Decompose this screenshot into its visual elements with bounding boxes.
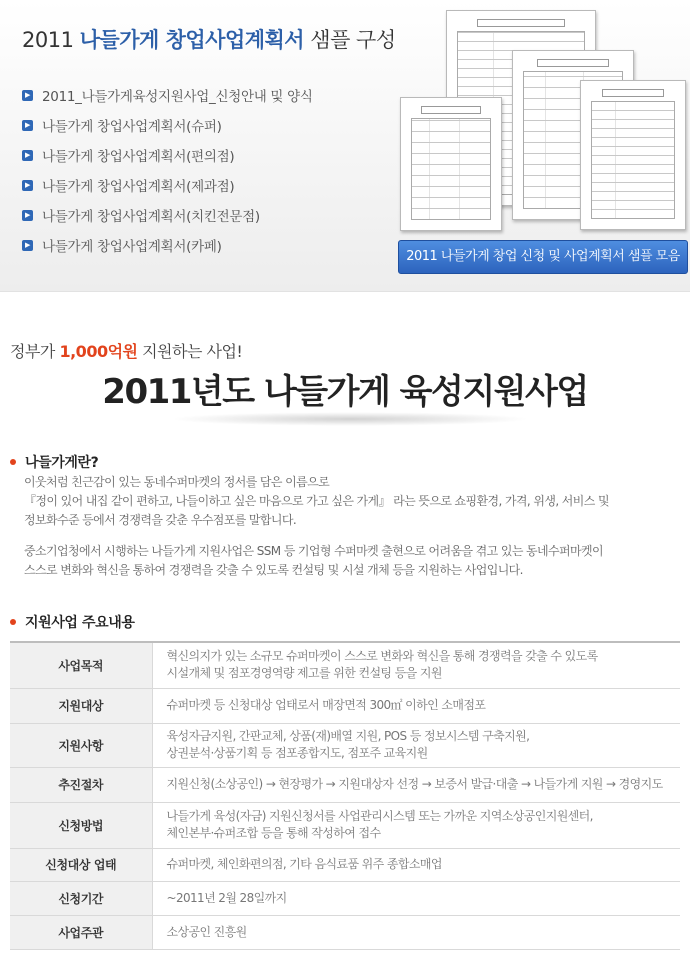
row-value-line: 슈퍼마켓 등 신청대상 업태로서 매장면적 300㎡ 이하인 소매점포 (166, 698, 486, 712)
document-thumbnail-title (477, 19, 566, 27)
row-value-line: 소상공인 진흥원 (166, 924, 247, 939)
row-value (152, 767, 680, 802)
document-thumbnail-title (421, 106, 481, 114)
document-thumbnail-grid (411, 118, 491, 220)
row-value (152, 915, 680, 949)
row-value-line: 체인본부·슈퍼조합 등을 통해 작성하여 접수 (166, 826, 381, 840)
sample-link[interactable] (22, 140, 313, 170)
row-label: 사업주관 (10, 915, 152, 949)
sample-link[interactable] (22, 80, 313, 110)
sample-title-highlight: 나들가게 창업사업계획서 (79, 28, 305, 52)
lead-text (10, 339, 242, 362)
row-label: 사업목적 (10, 642, 152, 688)
row-value (152, 881, 680, 915)
table-row (10, 881, 680, 915)
document-thumbnail-title (537, 59, 609, 67)
about-heading (10, 452, 98, 472)
sample-link-label: 나들가게 창업사업계획서(편의점) (42, 149, 235, 165)
chevron-right-icon: ▶ (22, 150, 33, 161)
row-value (152, 688, 680, 723)
sample-link-list (22, 80, 313, 260)
row-value (152, 723, 680, 767)
document-thumbnail (400, 97, 502, 231)
dot-icon (10, 619, 16, 625)
sample-link[interactable] (22, 110, 313, 140)
sample-title (22, 24, 396, 54)
about-heading-label: 나들가게란? (25, 455, 99, 471)
support-heading (10, 612, 134, 632)
sample-collection-button[interactable]: 2011 나들가게 창업 신청 및 사업계획서 샘플 모음 (398, 240, 688, 274)
about-line: 이웃처럼 친근감이 있는 동네수퍼마켓의 정서를 담은 이름으로 (24, 475, 330, 489)
table-row (10, 915, 680, 949)
sample-link[interactable] (22, 230, 313, 260)
document-thumbnail-title (602, 89, 664, 97)
sample-title-prefix: 2011 (22, 28, 74, 52)
row-value-line: 나들가게 육성(자금) 지원신청서를 사업관리시스템 또는 가까운 지역소상공인지원센터, (166, 809, 593, 823)
table-row (10, 848, 680, 881)
sample-link-label: 2011_나들가게육성지원사업_신청안내 및 양식 (42, 89, 313, 105)
about-paragraph-1 (24, 473, 684, 530)
chevron-right-icon: ▶ (22, 120, 33, 131)
chevron-right-icon: ▶ (22, 90, 33, 101)
row-value-line: 지원신청(소상공인) → 현장평가 → 지원대상자 선정 → 보증서 발급·대출 → 나들가게 지원 → 경영지도 (166, 777, 663, 791)
sample-link-label: 나들가게 창업사업계획서(슈퍼) (42, 119, 222, 135)
sample-link[interactable] (22, 200, 313, 230)
support-heading-label: 지원사업 주요내용 (25, 615, 135, 631)
row-value-line: ~2011년 2월 28일까지 (166, 890, 287, 905)
sample-link-label: 나들가게 창업사업계획서(카페) (42, 239, 222, 255)
table-row (10, 723, 680, 767)
lead-prefix: 정부가 (10, 342, 55, 361)
sample-link-label: 나들가게 창업사업계획서(치킨전문점) (42, 209, 260, 225)
row-label: 신청기간 (10, 881, 152, 915)
row-value (152, 642, 680, 688)
document-thumbnail (580, 80, 686, 230)
row-value-line: 육성자금지원, 간판교체, 상품(재)배열 지원, POS 등 정보시스템 구축지원, (166, 729, 530, 743)
page-title: 2011년도 나들가게 육성지원사업 (102, 372, 588, 412)
sample-link[interactable] (22, 170, 313, 200)
row-label: 추진절차 (10, 767, 152, 802)
dot-icon (10, 459, 16, 465)
row-value (152, 802, 680, 848)
about-line: 중소기업청에서 시행하는 나들가게 지원사업은 SSM 등 기업형 수퍼마켓 출현으로 어려움을 겪고 있는 동네수퍼마켓이 (24, 544, 603, 558)
table-row (10, 767, 680, 802)
table-row (10, 802, 680, 848)
chevron-right-icon: ▶ (22, 180, 33, 191)
chevron-right-icon: ▶ (22, 210, 33, 221)
row-value-line: 상권분석·상품기획 등 점포종합지도, 점포주 교육지원 (166, 746, 428, 760)
support-table (10, 641, 680, 950)
title-shadow (170, 412, 530, 426)
document-thumbnail-grid (591, 101, 675, 219)
about-line: 정보화수준 등에서 경쟁력을 갖춘 우수점포를 말합니다. (24, 513, 297, 527)
lead-amount: 1,000억원 (59, 342, 138, 361)
row-label: 지원대상 (10, 688, 152, 723)
row-value-line: 시설개체 및 점포경영역량 제고를 위한 컨설팅 등을 지원 (166, 666, 442, 681)
sample-panel (0, 0, 690, 292)
row-label: 지원사항 (10, 723, 152, 767)
about-paragraph-2 (24, 542, 684, 580)
lead-suffix: 지원하는 사업! (142, 342, 243, 361)
row-value-line: 슈퍼마켓, 체인화편의점, 기타 음식료품 위주 종합소매업 (166, 857, 442, 871)
row-value (152, 848, 680, 881)
about-line: 스스로 변화와 혁신을 통하여 경쟁력을 갖출 수 있도록 컨설팅 및 시설 개체 등을 지원하는 사업입니다. (24, 563, 523, 577)
chevron-right-icon: ▶ (22, 240, 33, 251)
sample-link-label: 나들가게 창업사업계획서(제과점) (42, 179, 235, 195)
row-label: 신청방법 (10, 802, 152, 848)
about-line: 『정이 있어 내집 같이 편하고, 나들이하고 싶은 마음으로 가고 싶은 가게』 라는 뜻으로 쇼핑환경, 가격, 위생, 서비스 및 (24, 494, 609, 508)
row-label: 신청대상 업태 (10, 848, 152, 881)
row-value-line: 혁신의지가 있는 소규모 슈퍼마켓이 스스로 변화와 혁신을 통해 경쟁력을 갖출 수 있도록 (166, 649, 598, 664)
sample-title-suffix: 샘플 구성 (310, 28, 396, 52)
table-row (10, 688, 680, 723)
table-row (10, 642, 680, 688)
